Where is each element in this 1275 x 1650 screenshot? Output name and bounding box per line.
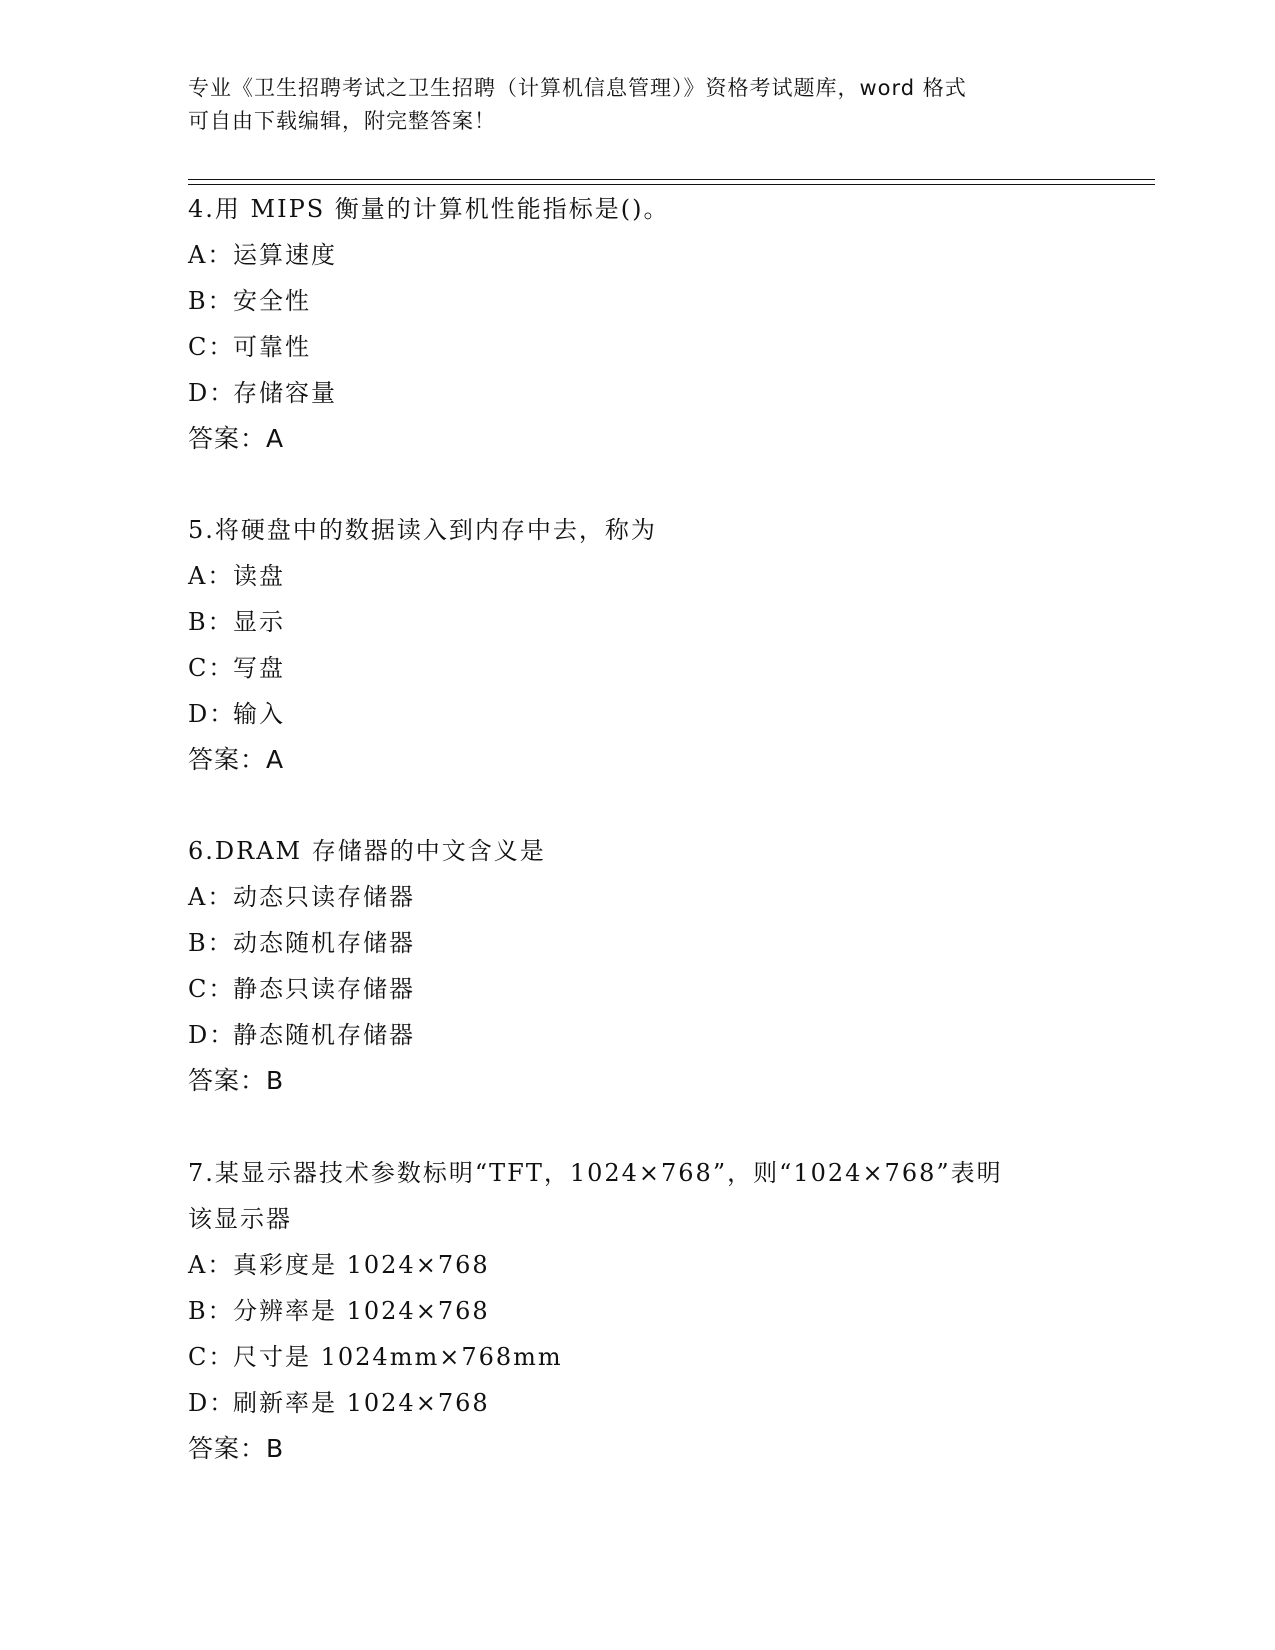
answer: 答案：B (188, 1434, 285, 1463)
option-key: B： (188, 929, 234, 957)
question-stem-line-1: 7.某显示器技术参数标明“TFT，1024×768”，则“1024×768”表明 (188, 1159, 1003, 1187)
question-7 (188, 1150, 1088, 1472)
option-key: D： (188, 379, 236, 407)
option-text: 存储容量 (233, 379, 337, 407)
option-key: D： (188, 700, 236, 728)
option-text: 可靠性 (233, 333, 311, 361)
option-key: A： (188, 562, 234, 590)
header-divider-bottom (188, 184, 1155, 185)
option-text: 读盘 (233, 562, 285, 590)
option-text: 动态随机存储器 (233, 929, 415, 957)
option-d (188, 370, 1088, 416)
option-text: 分辨率是 1024×768 (233, 1297, 490, 1325)
header-line-1: 专业《卫生招聘考试之卫生招聘（计算机信息管理）》资格考试题库，word 格式 (188, 76, 967, 100)
question-stem: 6.DRAM 存储器的中文含义是 (188, 837, 546, 865)
option-c (188, 966, 1088, 1012)
option-text: 运算速度 (233, 241, 337, 269)
option-a (188, 1242, 1088, 1288)
answer: 答案：A (188, 424, 285, 453)
option-d (188, 691, 1088, 737)
option-a (188, 553, 1088, 599)
option-key: C： (188, 975, 235, 1003)
option-d (188, 1380, 1088, 1426)
option-b (188, 278, 1088, 324)
option-key: D： (188, 1021, 236, 1049)
option-text: 静态只读存储器 (233, 975, 415, 1003)
option-text: 静态随机存储器 (233, 1021, 415, 1049)
option-text: 动态只读存储器 (233, 883, 415, 911)
document-header (188, 72, 1088, 138)
header-divider-top (188, 179, 1155, 180)
option-key: C： (188, 333, 235, 361)
option-b (188, 920, 1088, 966)
option-b (188, 1288, 1088, 1334)
option-key: A： (188, 241, 234, 269)
option-a (188, 232, 1088, 278)
option-key: A： (188, 1251, 234, 1279)
option-key: A： (188, 883, 234, 911)
option-b (188, 599, 1088, 645)
answer: 答案：A (188, 745, 285, 774)
question-4 (188, 186, 1088, 462)
option-key: B： (188, 1297, 234, 1325)
option-text: 刷新率是 1024×768 (233, 1389, 490, 1417)
question-stem-line-2: 该显示器 (188, 1205, 292, 1233)
option-key: B： (188, 608, 234, 636)
question-stem: 5.将硬盘中的数据读入到内存中去，称为 (188, 516, 657, 544)
option-key: C： (188, 1343, 235, 1371)
option-c (188, 645, 1088, 691)
option-text: 输入 (233, 700, 285, 728)
answer: 答案：B (188, 1066, 285, 1095)
option-text: 安全性 (233, 287, 311, 315)
option-text: 显示 (233, 608, 285, 636)
option-c (188, 1334, 1088, 1380)
option-key: D： (188, 1389, 236, 1417)
option-a (188, 874, 1088, 920)
option-text: 写盘 (233, 654, 285, 682)
option-text: 真彩度是 1024×768 (233, 1251, 490, 1279)
option-d (188, 1012, 1088, 1058)
option-key: C： (188, 654, 235, 682)
question-6 (188, 828, 1088, 1104)
option-text: 尺寸是 1024mm×768mm (233, 1343, 563, 1371)
question-5 (188, 507, 1088, 783)
option-key: B： (188, 287, 234, 315)
header-line-2: 可自由下载编辑，附完整答案！ (188, 109, 496, 133)
question-stem: 4.用 MIPS 衡量的计算机性能指标是()。 (188, 195, 670, 223)
option-c (188, 324, 1088, 370)
